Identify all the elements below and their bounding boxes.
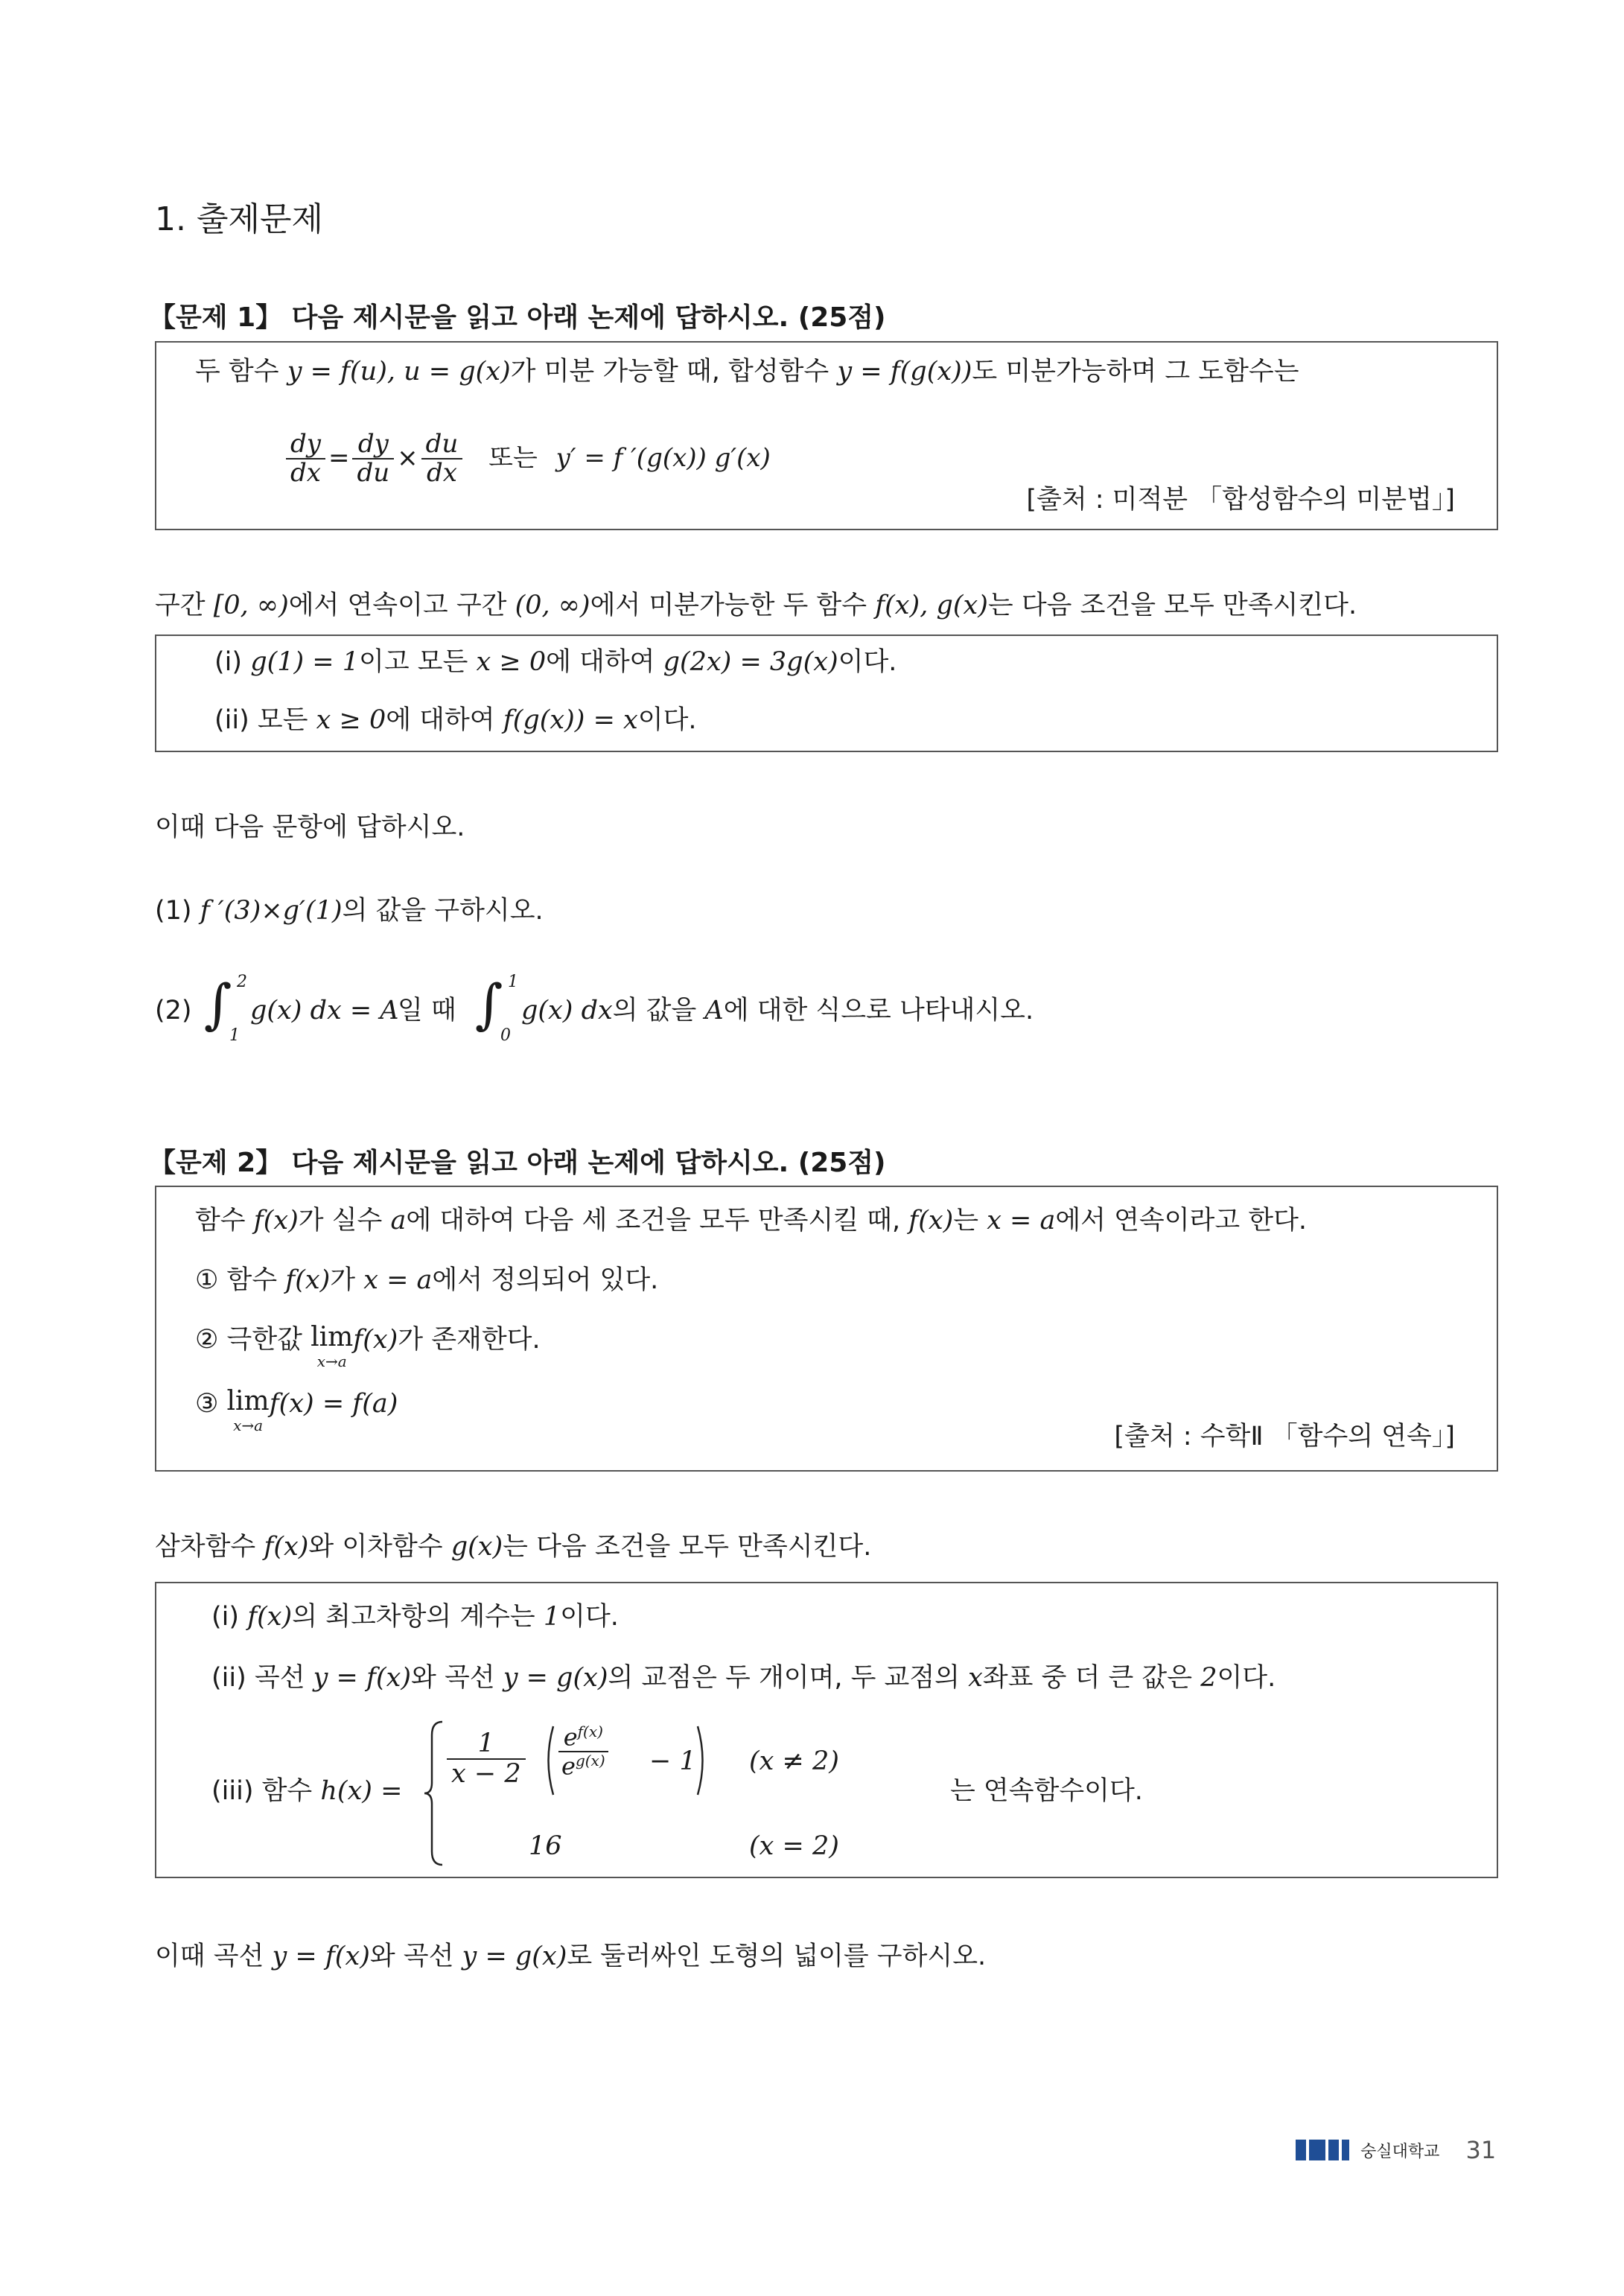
- condition-ii: (ii) 곡선 y = f(x)와 곡선 y = g(x)의 교점은 두 개이며, 두 교점의 x좌표 중 더 큰 값은 2이다.: [211, 1663, 1276, 1693]
- case1-condition: (x ≠ 2): [749, 1746, 839, 1776]
- case2-condition: (x = 2): [749, 1831, 839, 1861]
- condition-i: (i) g(1) = 1이고 모든 x ≥ 0에 대하여 g(2x) = 3g(x)이다.: [214, 647, 897, 677]
- university-logo-icon: [1296, 2140, 1352, 2160]
- cond3-label: (iii) 함수 h(x) =: [211, 1776, 403, 1806]
- math: y = f(g(x)): [837, 357, 972, 387]
- math: y = f(u), u = g(x): [287, 357, 511, 387]
- question-2: [155, 968, 1421, 1050]
- case2-value: 16: [529, 1831, 562, 1861]
- exp-fraction: $e^{f(x)}$ $e^{g(x)}$: [558, 1723, 608, 1780]
- continuity-condition-3: ③ lim x→a f(x) = f(a): [195, 1386, 398, 1434]
- right-paren: [695, 1723, 709, 1798]
- chain-rule-formula: [283, 430, 771, 488]
- q2-label: (2): [155, 996, 192, 1025]
- text: 두 함수: [195, 357, 287, 387]
- problem-2-header: 【문제 2】 다음 제시문을 읽고 아래 논제에 답하시오. (25점): [149, 1148, 886, 1178]
- problem-1-header: 【문제 1】 다음 제시문을 읽고 아래 논제에 답하시오. (25점): [149, 302, 886, 333]
- passage-source: [출처 : 미적분 「합성함수의 미분법」]: [1026, 485, 1455, 515]
- university-name: 숭실대학교: [1360, 2142, 1440, 2161]
- continuity-definition: 함수 f(x)가 실수 a에 대하여 다음 세 조건을 모두 만족시킬 때, f(x)는 x = a에서 연속이라고 한다.: [195, 1206, 1308, 1236]
- integral-sign-1: ∫: [204, 973, 232, 1035]
- cond3-text: 는 연속함수이다.: [950, 1776, 1143, 1806]
- int1-lower: 1: [229, 1026, 240, 1045]
- text: 도 미분가능하며 그 도함수는: [972, 357, 1299, 387]
- case1-fraction: $\frac{1}{x - 2}$: [447, 1729, 526, 1788]
- condition-iii: [211, 1719, 1179, 1868]
- condition-i: (i) f(x)의 최고차항의 계수는 1이다.: [211, 1602, 619, 1632]
- fraction-dy-du: $\frac{dy}{du}$: [352, 430, 394, 488]
- int2-lower: 0: [500, 1026, 511, 1045]
- condition-ii: (ii) 모든 x ≥ 0에 대하여 f(g(x)) = x이다.: [214, 705, 697, 735]
- footer: [1296, 2136, 1496, 2163]
- problem-1-conditions-box: [155, 635, 1498, 752]
- page-number: 31: [1465, 2136, 1497, 2164]
- fraction-du-dx: $\frac{du}{dx}$: [421, 430, 463, 488]
- problem-1-intro: 구간 [0, ∞)에서 연속이고 구간 (0, ∞)에서 미분가능한 두 함수 f(x), g(x)는 다음 조건을 모두 만족시킨다.: [155, 591, 1357, 620]
- problem-2-passage-box: [155, 1186, 1498, 1472]
- problem-2-intro: 삼차함수 f(x)와 이차함수 g(x)는 다음 조건을 모두 만족시킨다.: [155, 1532, 872, 1562]
- passage-line-1: [195, 356, 1299, 387]
- problem-2-question: 이때 곡선 y = f(x)와 곡선 y = g(x)로 둘러싸인 도형의 넓이를 구하시오.: [155, 1942, 987, 1971]
- chain-expression: y′ = f ′(g(x)) g′(x): [555, 442, 771, 473]
- problem-1-passage-box: [155, 341, 1498, 530]
- passage-source: [출처 : 수학Ⅱ 「함수의 연속」]: [1114, 1422, 1455, 1451]
- or-text: 또는: [488, 442, 538, 473]
- integral-sign-2: ∫: [475, 973, 503, 1035]
- int1-expr: g(x) dx = A: [250, 996, 399, 1025]
- q2-rest: g(x) dx의 값을 A에 대한 식으로 나타내시오.: [521, 996, 1034, 1025]
- fraction-dy-dx: $\frac{dy}{dx}$: [286, 430, 325, 488]
- left-paren: [542, 1723, 555, 1798]
- question-intro: 이때 다음 문항에 답하시오.: [155, 812, 465, 842]
- section-title: 1. 출제문제: [155, 200, 323, 238]
- int2-upper: 1: [508, 973, 518, 991]
- int1-upper: 2: [237, 973, 247, 991]
- times-sign: ×: [397, 442, 418, 473]
- problem-2-conditions-box: [155, 1582, 1498, 1878]
- question-1: (1) f ′(3)×g′(1)의 값을 구하시오.: [155, 896, 544, 926]
- piecewise-brace: [423, 1719, 445, 1868]
- equals-sign: =: [328, 442, 350, 473]
- minus-one: − 1: [649, 1746, 696, 1776]
- limit-notation: lim x→a: [226, 1386, 270, 1434]
- limit-notation: lim x→a: [311, 1322, 354, 1370]
- continuity-condition-1: ① 함수 f(x)가 x = a에서 정의되어 있다.: [195, 1265, 659, 1295]
- continuity-condition-2: ② 극한값 lim x→a f(x)가 존재한다.: [195, 1322, 541, 1370]
- text: 가 미분 가능할 때, 합성함수: [510, 357, 838, 387]
- text: 일 때: [398, 996, 456, 1025]
